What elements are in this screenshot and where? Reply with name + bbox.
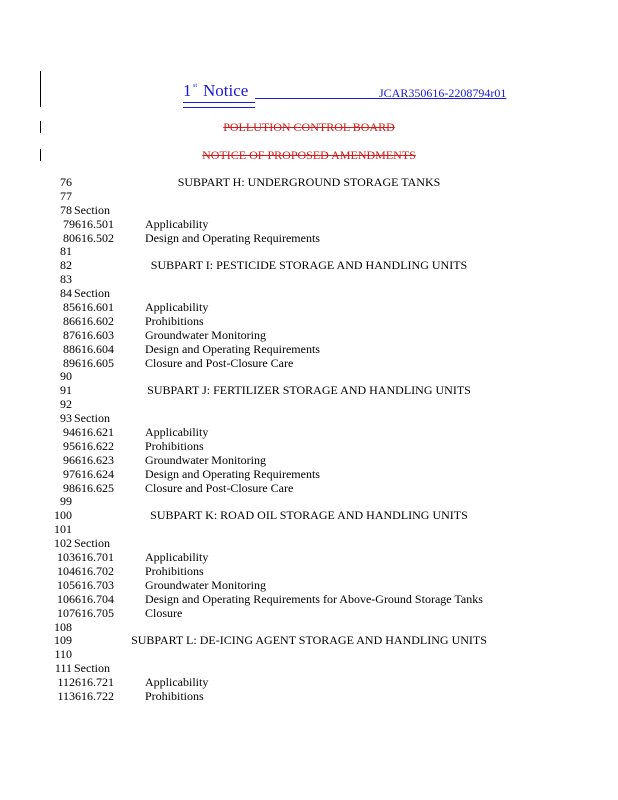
deleted-notice-title: NOTICE OF PROPOSED AMENDMENTS <box>202 148 416 162</box>
line-number: 82 <box>60 258 72 273</box>
section-title: Prohibitions <box>145 313 204 328</box>
document-line <box>0 468 618 482</box>
line-number: 90 <box>60 369 72 384</box>
section-number: 616.502 <box>75 230 114 245</box>
section-title: Prohibitions <box>145 563 204 578</box>
document-line <box>0 329 618 343</box>
document-id: JCAR350616-2208794r01 <box>379 86 507 100</box>
notice-label: Notice <box>203 81 249 100</box>
document-line <box>0 204 618 218</box>
document-line <box>0 565 618 579</box>
document-body <box>0 176 618 704</box>
subpart-heading: SUBPART L: DE-ICING AGENT STORAGE AND HANDLING UNITS <box>131 633 487 648</box>
document-line <box>0 398 618 412</box>
document-line <box>0 662 618 676</box>
line-number: 76 <box>60 175 72 189</box>
document-line <box>0 495 618 509</box>
document-line <box>0 370 618 384</box>
line-number: 101 <box>54 522 72 537</box>
line-number: 84 <box>60 286 72 301</box>
document-line <box>0 301 618 315</box>
section-title: Applicability <box>145 300 209 315</box>
document-line <box>0 357 618 371</box>
subpart-heading: SUBPART K: ROAD OIL STORAGE AND HANDLING UNITS <box>150 508 468 523</box>
section-number: 616.701 <box>75 550 114 565</box>
section-column-label: Section <box>74 661 110 676</box>
subpart-heading: SUBPART H: UNDERGROUND STORAGE TANKS <box>177 175 441 189</box>
document-line <box>0 648 618 662</box>
document-line <box>0 440 618 454</box>
line-number: 98 <box>63 480 75 495</box>
document-line <box>0 593 618 607</box>
section-number: 616.604 <box>75 341 114 356</box>
line-number: 91 <box>60 383 72 398</box>
line-number: 97 <box>63 466 75 481</box>
section-column-label: Section <box>74 536 110 551</box>
document-line <box>0 509 618 523</box>
document-line <box>0 579 618 593</box>
section-column-label: Section <box>74 202 110 217</box>
line-number: 80 <box>63 230 75 245</box>
document-line <box>0 245 618 259</box>
line-number: 77 <box>60 188 72 203</box>
document-line <box>0 551 618 565</box>
line-number: 102 <box>54 536 72 551</box>
line-number: 109 <box>54 633 72 648</box>
document-line <box>0 454 618 468</box>
section-title: Design and Operating Requirements for Above-Ground Storage Tanks <box>145 591 483 606</box>
deleted-board-name: POLLUTION CONTROL BOARD <box>223 120 395 134</box>
line-number: 112 <box>57 675 75 690</box>
document-line <box>0 676 618 690</box>
section-title: Closure and Post-Closure Care <box>145 480 294 495</box>
line-number: 105 <box>57 577 75 592</box>
document-line <box>0 523 618 537</box>
section-title: Applicability <box>145 425 209 440</box>
subpart-heading: SUBPART I: PESTICIDE STORAGE AND HANDLING UNITS <box>150 258 468 273</box>
section-title: Closure and Post-Closure Care <box>145 355 294 370</box>
document-line <box>0 690 618 704</box>
section-title: Groundwater Monitoring <box>145 327 266 342</box>
section-number: 616.621 <box>75 425 114 440</box>
line-number: 89 <box>63 355 75 370</box>
section-title: Groundwater Monitoring <box>145 577 266 592</box>
line-number: 110 <box>54 647 72 662</box>
line-number: 83 <box>60 272 72 287</box>
document-line <box>0 190 618 204</box>
section-title: Applicability <box>145 675 209 690</box>
line-number: 96 <box>63 452 75 467</box>
section-title: Applicability <box>145 216 209 231</box>
line-number: 95 <box>63 438 75 453</box>
notice-number: 1 <box>183 81 192 100</box>
section-number: 616.501 <box>75 216 114 231</box>
section-number: 616.622 <box>75 438 114 453</box>
section-title: Applicability <box>145 550 209 565</box>
document-line <box>0 259 618 273</box>
document-line <box>0 232 618 246</box>
line-number: 103 <box>57 550 75 565</box>
line-number: 107 <box>57 605 75 620</box>
line-number: 94 <box>63 425 75 440</box>
section-title: Groundwater Monitoring <box>145 452 266 467</box>
section-title: Prohibitions <box>145 688 204 703</box>
line-number: 104 <box>57 563 75 578</box>
document-line <box>0 537 618 551</box>
section-number: 616.603 <box>75 327 114 342</box>
line-number: 78 <box>60 202 72 217</box>
line-number: 100 <box>54 508 72 523</box>
section-title: Prohibitions <box>145 438 204 453</box>
section-number: 616.703 <box>75 577 114 592</box>
document-line <box>0 426 618 440</box>
section-number: 616.601 <box>75 300 114 315</box>
document-line <box>0 315 618 329</box>
subpart-heading: SUBPART J: FERTILIZER STORAGE AND HANDLING UNITS <box>147 383 471 398</box>
section-title: Design and Operating Requirements <box>145 466 320 481</box>
inserted-double-underline <box>183 102 255 108</box>
section-number: 616.722 <box>75 688 114 703</box>
line-number: 92 <box>60 397 72 412</box>
section-title: Design and Operating Requirements <box>145 341 320 356</box>
line-number: 93 <box>60 411 72 426</box>
section-number: 616.721 <box>75 675 114 690</box>
document-line <box>0 634 618 648</box>
change-bar <box>40 71 41 107</box>
section-title: Design and Operating Requirements <box>145 230 320 245</box>
line-number: 81 <box>60 244 72 259</box>
document-line <box>0 607 618 621</box>
line-number: 111 <box>54 661 72 676</box>
document-line <box>0 273 618 287</box>
notice-header <box>183 80 523 110</box>
line-number: 113 <box>57 688 75 703</box>
document-line <box>0 384 618 398</box>
section-number: 616.623 <box>75 452 114 467</box>
line-number: 88 <box>63 341 75 356</box>
section-title: Closure <box>145 605 183 620</box>
document-line <box>0 482 618 496</box>
section-column-label: Section <box>74 411 110 426</box>
line-number: 106 <box>57 591 75 606</box>
document-line <box>0 621 618 635</box>
document-line <box>0 287 618 301</box>
section-number: 616.624 <box>75 466 114 481</box>
document-line <box>0 218 618 232</box>
section-number: 616.605 <box>75 355 114 370</box>
section-number: 616.625 <box>75 480 114 495</box>
section-number: 616.705 <box>75 605 114 620</box>
document-line <box>0 412 618 426</box>
line-number: 85 <box>63 300 75 315</box>
line-number: 108 <box>54 619 72 634</box>
line-number: 99 <box>60 494 72 509</box>
notice-number-suffix: st <box>193 83 198 89</box>
document-line <box>0 343 618 357</box>
section-number: 616.602 <box>75 313 114 328</box>
line-number: 86 <box>63 313 75 328</box>
line-number: 79 <box>63 216 75 231</box>
section-column-label: Section <box>74 286 110 301</box>
document-line <box>0 176 618 190</box>
section-number: 616.702 <box>75 563 114 578</box>
section-number: 616.704 <box>75 591 114 606</box>
line-number: 87 <box>63 327 75 342</box>
